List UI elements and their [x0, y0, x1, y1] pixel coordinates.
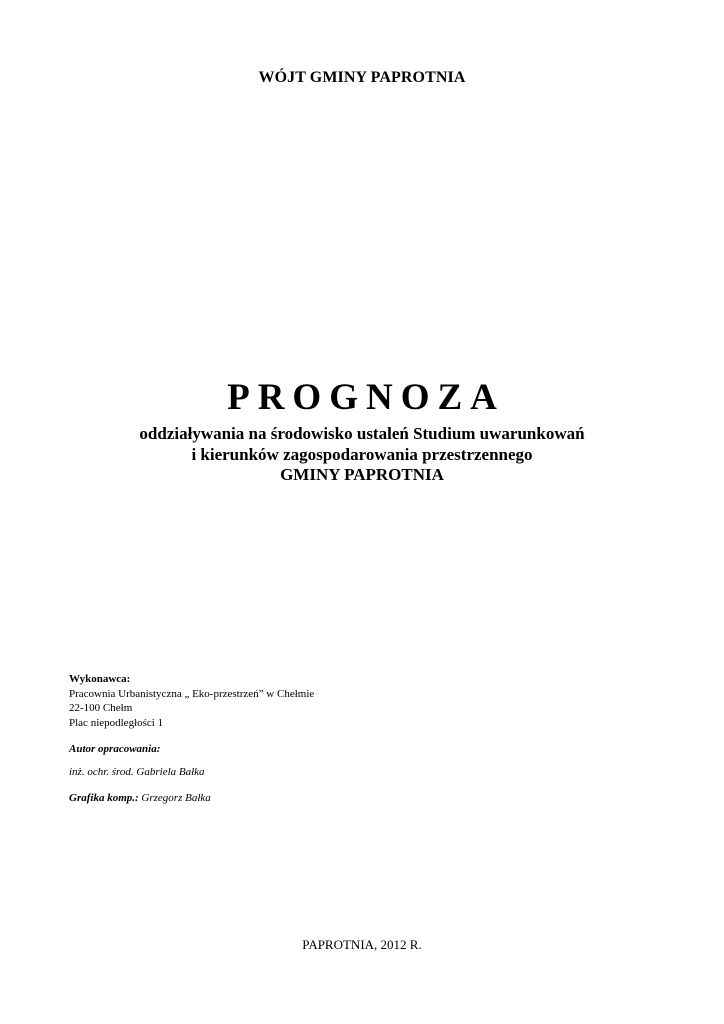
- contractor-postal: 22-100 Chełm: [69, 702, 133, 714]
- author-label: Autor opracowania:: [69, 743, 161, 755]
- document-title: PROGNOZA: [227, 377, 505, 418]
- subtitle-line: oddziaływania na środowisko ustaleń Studium uwarunkowań: [139, 424, 585, 443]
- subtitle-line: GMINY PAPROTNIA: [280, 465, 444, 484]
- issuing-authority: WÓJT GMINY PAPROTNIA: [258, 69, 466, 86]
- contractor-street: Plac niepodległości 1: [69, 716, 164, 729]
- contractor-label: Wykonawca:: [69, 673, 131, 685]
- graphics-name: Grzegorz Bałka: [141, 792, 211, 804]
- author-name: inż. ochr. środ. Gabriela Bałka: [69, 765, 205, 778]
- graphics-credit: [69, 791, 489, 806]
- document-subtitle: [0, 424, 724, 486]
- place-and-date: PAPROTNIA, 2012 R.: [302, 937, 422, 952]
- contractor-name: Pracownia Urbanistyczna „ Eko-przestrzeń” w Chełmie: [69, 687, 315, 700]
- subtitle-line: i kierunków zagospodarowania przestrzennego: [191, 444, 533, 464]
- graphics-label: Grafika komp.:: [69, 792, 139, 804]
- credits-block: [69, 672, 489, 806]
